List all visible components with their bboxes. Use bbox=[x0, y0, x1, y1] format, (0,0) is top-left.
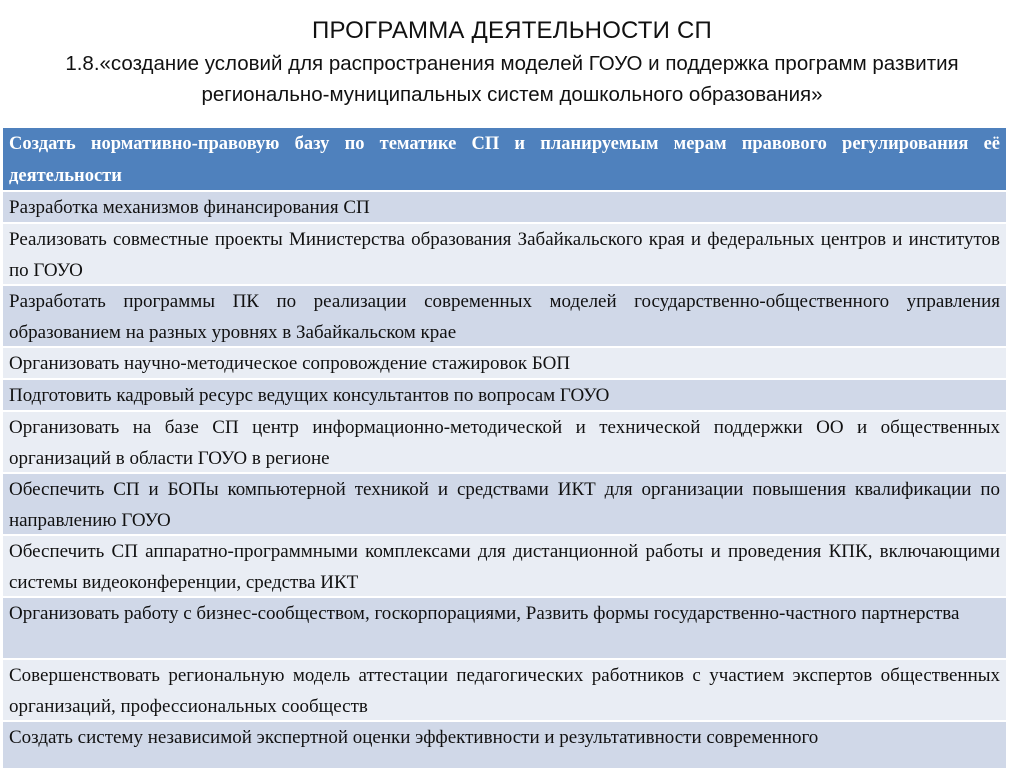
table-row: Подготовить кадровый ресурс ведущих консультантов по вопросам ГОУО bbox=[3, 380, 1006, 412]
table-header-row: Создать нормативно-правовую базу по тематике СП и планируемым мерам правового регулирования её деятельности bbox=[3, 128, 1006, 192]
page-subtitle: 1.8.«создание условий для распространения моделей ГОУО и поддержка программ развития регионально-муниципальных систем дошкольного образования» bbox=[65, 52, 959, 106]
table-row: Разработка механизмов финансирования СП bbox=[3, 192, 1006, 224]
table-row: Создать систему независимой экспертной оценки эффективности и результативности современного bbox=[3, 722, 1006, 768]
table-row: Организовать на базе СП центр информационно-методической и технической поддержки ОО и общественных организаций в области ГОУО в регионе bbox=[3, 412, 1006, 474]
table-row: Организовать работу с бизнес-сообществом, госкорпорациями, Развить формы государственно-частного партнерства bbox=[3, 598, 1006, 660]
page-title: ПРОГРАММА ДЕЯТЕЛЬНОСТИ СП bbox=[312, 17, 712, 44]
table-row: Разработать программы ПК по реализации современных моделей государственно-общественного управления образованием на разных уровнях в Забайкальском крае bbox=[3, 286, 1006, 348]
table-row: Обеспечить СП и БОПы компьютерной техникой и средствами ИКТ для организации повышения квалификации по направлению ГОУО bbox=[3, 474, 1006, 536]
table-row: Реализовать совместные проекты Министерства образования Забайкальского края и федеральных центров и институтов по ГОУО bbox=[3, 224, 1006, 286]
table-row: Совершенствовать региональную модель аттестации педагогических работников с участием экспертов общественных организаций, профессиональных сообществ bbox=[3, 660, 1006, 722]
table-row: Обеспечить СП аппаратно-программными комплексами для дистанционной работы и проведения КПК, включающими системы видеоконференции, средства ИКТ bbox=[3, 536, 1006, 598]
program-table bbox=[3, 128, 1006, 768]
title-block bbox=[0, 14, 1024, 110]
table-row: Организовать научно-методическое сопровождение стажировок БОП bbox=[3, 348, 1006, 380]
